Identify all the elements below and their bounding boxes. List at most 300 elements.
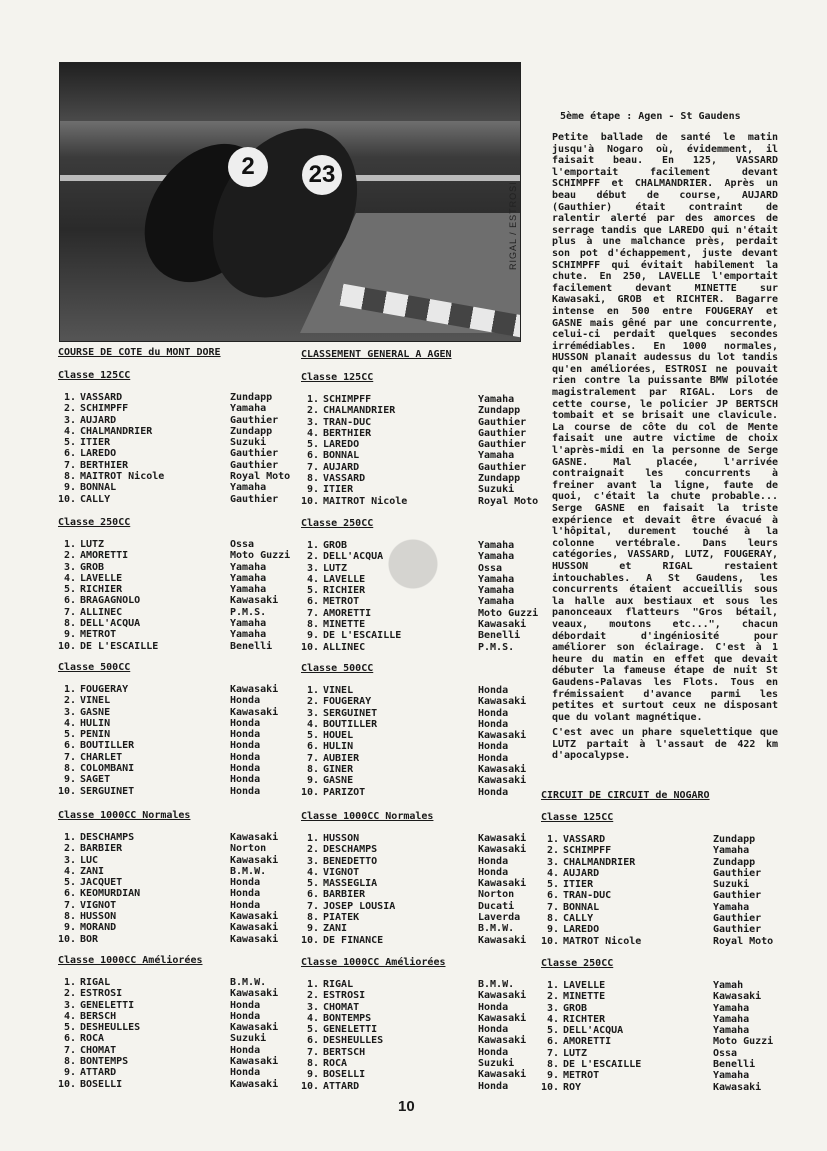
position: 2. — [306, 696, 319, 708]
manufacturer: Gauthier — [713, 913, 762, 925]
result-row — [54, 977, 278, 988]
position: 5. — [63, 584, 76, 596]
rider-name: DELL'ACQUA — [80, 618, 141, 630]
result-row — [297, 867, 526, 878]
rider-name: CHALMANDRIER — [323, 405, 396, 417]
position: 7. — [63, 606, 76, 618]
result-row — [54, 922, 278, 933]
result-row — [54, 832, 278, 843]
result-row — [54, 855, 278, 866]
manufacturer: Honda — [478, 1024, 509, 1036]
result-row — [537, 1003, 773, 1014]
manufacturer: Gauthier — [230, 448, 279, 460]
result-row — [297, 901, 526, 912]
manufacturer: Ossa — [713, 1047, 738, 1059]
manufacturer: Honda — [478, 855, 509, 867]
manufacturer: Kawasaki — [478, 1012, 527, 1024]
manufacturer: Honda — [230, 751, 261, 763]
position: 1. — [306, 979, 319, 990]
result-row — [54, 911, 278, 922]
rider-name: LUTZ — [80, 539, 105, 550]
manufacturer: Zundapp — [713, 856, 756, 868]
rider-name: ESTROSI — [323, 990, 366, 1002]
manufacturer: Honda — [230, 1067, 261, 1079]
stage-paragraph-1: Petite ballade de santé le matin jusqu'à Nogaro où, évidemment, il faisait beau. En 125, VASSARD l'emportait facilement devant SCHIMPFF et CHALMANDRIER. Après un beau début de course, AUJARD (Gauthier) était contraint de ralentir alerté par des amorces de serrage tandis que LAREDO qui n'était plus à une malchance près, perdait son pot d'échappement, juste devant SCHIMPFF qui évitait habilement la chute. En 250, LAVELLE l'emportait facilement devant MINETTE sur Kawasaki, GROB et RICHTER. Bagarre intense en 500 entre FOUGERAY et GASNE mais gêné par une concurrente, celui-ci perdait quelques secondes irrémédiables. En 1000 normales, HUSSON planait audessus du lot tandis qu'en améliorées, ESTROSI ne pouvait rien contre la puissante BMW pilotée magistralement par RIGAL. Lors de cette course, le policier JP BERTSCH tombait et se brisait une clavicule. La course de côte du col de Mente faisait une autre victime de choix l'après-midi en la personne de Serge GASNE. Mal placée, l'arrivée contraignait les concurrents à freiner avant la ligne, faute de quoi, c'était la chute probable... Serge GASNE en faisait la triste expérience et devait être évacué à l'hôpital, durement touché à la colonne vertébrale. Dans leurs catégories, VASSARD, LUTZ, FOUGERAY, HUSSON et RIGAL restaient intouchables. A St Gaudens, les concurrents étaient accueillis sous la halle aux bestiaux et sous les panonceaux flatteurs "Gros bétail, veaux, moutons etc...", chacun débordait d'ingéniosité pour améliorer son éclairage. C'est à 1 heure du matin en effet que devait débuter la fameuse étape de nuit St Gaudens-Palavas les Flots. Tous en frémissaient d'avance parmi les petites et surtout ceux ne disposant que du volant magnétique. — [552, 132, 778, 723]
position: 8. — [63, 618, 76, 630]
class-results — [54, 539, 290, 652]
rider-name: SAGET — [80, 774, 111, 786]
result-row — [297, 484, 538, 495]
manufacturer: Suzuki — [230, 1033, 267, 1045]
position: 1. — [63, 977, 76, 988]
result-row — [537, 834, 773, 845]
position: 3. — [306, 562, 319, 574]
result-row — [297, 630, 538, 641]
result-row — [297, 405, 538, 416]
result-row — [54, 629, 290, 640]
result-row — [54, 740, 278, 751]
manufacturer: Honda — [230, 695, 261, 707]
result-row — [297, 619, 538, 630]
class-heading: Classe 1000CC Normales — [58, 810, 191, 821]
position: 4. — [306, 427, 319, 439]
result-row — [297, 608, 538, 619]
rider-name: FOUGERAY — [80, 684, 129, 695]
position: 7. — [546, 901, 559, 913]
rider-name: DE L'ESCAILLE — [563, 1059, 642, 1071]
rider-name: ROY — [563, 1081, 582, 1093]
result-row — [297, 1081, 526, 1092]
photo-trees — [60, 63, 520, 121]
class-results — [54, 684, 278, 797]
rider-name: ALLINEC — [323, 641, 366, 653]
manufacturer: Yamaha — [230, 403, 267, 415]
position: 10. — [57, 933, 76, 945]
result-row — [54, 752, 278, 763]
position: 1. — [306, 394, 319, 405]
result-row — [537, 902, 773, 913]
rider-name: CHALMANDRIER — [80, 425, 153, 437]
position: 8. — [63, 763, 76, 775]
rider-name: KEOMURDIAN — [80, 888, 141, 900]
rider-name: HUSSON — [323, 833, 360, 844]
result-row — [537, 1048, 773, 1059]
position: 9. — [306, 484, 319, 496]
result-row — [54, 641, 290, 652]
result-row — [54, 471, 290, 482]
manufacturer: Ossa — [230, 539, 255, 550]
position: 1. — [546, 980, 559, 991]
manufacturer: Honda — [230, 888, 261, 900]
rider-name: GENELETTI — [323, 1024, 378, 1036]
position: 9. — [63, 629, 76, 641]
rider-name: BRAGAGNOLO — [80, 595, 141, 607]
manufacturer: Benelli — [230, 640, 273, 652]
rider-name: GINER — [323, 764, 354, 776]
manufacturer: Royal Moto — [713, 935, 774, 947]
position: 7. — [306, 461, 319, 473]
rider-name: BERTSCH — [323, 1046, 366, 1058]
result-row — [54, 437, 290, 448]
rider-name: LAVELLE — [80, 572, 123, 584]
manufacturer: Kawasaki — [478, 730, 527, 742]
manufacturer: Norton — [478, 889, 515, 901]
position: 5. — [306, 878, 319, 890]
position: 5. — [306, 439, 319, 451]
rider-name: VASSARD — [323, 473, 366, 485]
manufacturer: Kawasaki — [478, 1069, 527, 1081]
result-row — [297, 1024, 526, 1035]
manufacturer: Kawasaki — [478, 1035, 527, 1047]
position: 2. — [546, 991, 559, 1003]
rider-name: AMORETTI — [80, 550, 129, 562]
position: 10. — [300, 1080, 319, 1092]
rider-name: BOSELLI — [80, 1078, 123, 1090]
manufacturer: Kawasaki — [230, 922, 279, 934]
manufacturer: Kawasaki — [478, 990, 527, 1002]
result-row — [537, 936, 773, 947]
results-title: COURSE DE COTE du MONT DORE — [58, 347, 221, 358]
rider-name: CHOMAT — [323, 1001, 360, 1013]
result-row — [537, 924, 773, 935]
rider-name: CALLY — [563, 913, 594, 925]
rider-name: BONTEMPS — [323, 1012, 372, 1024]
position: 2. — [546, 845, 559, 857]
manufacturer: Honda — [230, 999, 261, 1011]
rider-name: GENELETTI — [80, 999, 135, 1011]
manufacturer: Suzuki — [713, 879, 750, 891]
position: 7. — [306, 607, 319, 619]
result-row — [297, 923, 526, 934]
position: 3. — [63, 561, 76, 573]
rider-name: VASSARD — [563, 834, 606, 845]
manufacturer: Honda — [478, 718, 509, 730]
manufacturer: Honda — [230, 717, 261, 729]
position: 3. — [306, 855, 319, 867]
position: 4. — [306, 866, 319, 878]
manufacturer: Kawasaki — [478, 844, 527, 856]
rider-name: RIGAL — [323, 979, 354, 990]
rider-name: ROCA — [323, 1058, 348, 1070]
position: 7. — [63, 459, 76, 471]
position: 1. — [306, 540, 319, 551]
result-row — [54, 786, 278, 797]
rider-name: BENEDETTO — [323, 855, 378, 867]
position: 10. — [57, 1078, 76, 1090]
rider-name: JACQUET — [80, 877, 123, 889]
position: 2. — [63, 988, 76, 1000]
position: 10. — [300, 786, 319, 798]
result-row — [54, 1079, 278, 1090]
position: 10. — [57, 493, 76, 505]
rider-name: RICHTER — [563, 1013, 606, 1025]
class-heading: Classe 125CC — [58, 370, 131, 381]
position: 7. — [63, 1044, 76, 1056]
rider-name: GASNE — [323, 775, 354, 787]
manufacturer: Zundapp — [230, 392, 273, 403]
result-row — [537, 1070, 773, 1081]
rider-name: RICHIER — [323, 585, 366, 597]
manufacturer: Honda — [478, 866, 509, 878]
result-row — [54, 392, 290, 403]
rider-name: AMORETTI — [563, 1036, 612, 1048]
result-row — [54, 403, 290, 414]
result-row — [54, 729, 278, 740]
result-row — [297, 450, 538, 461]
result-row — [54, 684, 278, 695]
manufacturer: Yamaha — [478, 394, 515, 405]
result-row — [54, 695, 278, 706]
manufacturer: Yamaha — [713, 1013, 750, 1025]
results-title: CIRCUIT DE CIRCUIT de NOGARO — [541, 790, 710, 801]
result-row — [54, 1045, 278, 1056]
position: 6. — [306, 1035, 319, 1047]
position: 5. — [546, 879, 559, 891]
manufacturer: Moto Guzzi — [230, 550, 291, 562]
stage-title: 5ème étape : Agen - St Gaudens — [560, 111, 741, 122]
result-row — [297, 1035, 526, 1046]
position: 6. — [63, 595, 76, 607]
rider-name: DE FINANCE — [323, 934, 384, 946]
manufacturer: Zundapp — [230, 425, 273, 437]
class-results — [297, 833, 526, 946]
position: 8. — [306, 619, 319, 631]
rider-name: LAVELLE — [323, 573, 366, 585]
position: 2. — [306, 551, 319, 563]
rider-name: ZANI — [80, 865, 105, 877]
position: 3. — [546, 856, 559, 868]
rider-name: AUJARD — [563, 867, 600, 879]
manufacturer: Kawasaki — [230, 854, 279, 866]
rider-name: VIGNOT — [80, 899, 117, 911]
class-heading: Classe 500CC — [58, 662, 131, 673]
manufacturer: Royal Moto — [478, 495, 539, 507]
photo-credit: RIGAL / ESTROSI — [508, 181, 518, 270]
result-row — [297, 990, 526, 1001]
manufacturer: Honda — [478, 707, 509, 719]
result-row — [297, 719, 526, 730]
result-row — [297, 935, 526, 946]
position: 2. — [306, 405, 319, 417]
rider-name: FOUGERAY — [323, 696, 372, 708]
manufacturer: Gauthier — [713, 867, 762, 879]
rider-name: METROT — [323, 596, 360, 608]
class-results — [537, 980, 773, 1093]
rider-name: LUTZ — [563, 1047, 588, 1059]
manufacturer: Moto Guzzi — [713, 1036, 774, 1048]
rider-name: AUJARD — [323, 461, 360, 473]
rider-name: CALLY — [80, 493, 111, 505]
position: 4. — [306, 718, 319, 730]
result-row — [54, 718, 278, 729]
position: 7. — [546, 1047, 559, 1059]
result-row — [54, 1022, 278, 1033]
manufacturer: Gauthier — [230, 493, 279, 505]
result-row — [297, 775, 526, 786]
result-row — [54, 595, 290, 606]
result-row — [537, 1059, 773, 1070]
position: 2. — [306, 844, 319, 856]
rider-name: BARBIER — [80, 843, 123, 855]
class-heading: Classe 250CC — [541, 958, 614, 969]
result-row — [54, 494, 290, 505]
rider-name: CHALMANDRIER — [563, 856, 636, 868]
position: 9. — [306, 775, 319, 787]
position: 10. — [300, 641, 319, 653]
result-row — [297, 563, 538, 574]
rider-name: SCHIMPFF — [323, 394, 372, 405]
rider-name: VASSARD — [80, 392, 123, 403]
position: 5. — [63, 877, 76, 889]
rider-name: LAREDO — [323, 439, 360, 451]
rider-name: METROT — [563, 1070, 600, 1082]
rider-name: ROCA — [80, 1033, 105, 1045]
result-row — [297, 1069, 526, 1080]
manufacturer: Honda — [478, 752, 509, 764]
manufacturer: Honda — [230, 877, 261, 889]
result-row — [297, 1058, 526, 1069]
result-row — [297, 979, 526, 990]
rider-name: MINETTE — [563, 991, 606, 1003]
manufacturer: Kawasaki — [478, 696, 527, 708]
result-row — [54, 877, 278, 888]
race-number-2: 2 — [228, 147, 268, 187]
race-photo — [59, 62, 521, 342]
result-row — [54, 618, 290, 629]
manufacturer: Yamaha — [478, 596, 515, 608]
manufacturer: Yamaha — [478, 450, 515, 462]
rider-name: AMORETTI — [323, 607, 372, 619]
rider-name: BONNAL — [80, 482, 117, 494]
manufacturer: Gauthier — [230, 459, 279, 471]
result-row — [297, 439, 538, 450]
manufacturer: Laverda — [478, 912, 521, 924]
result-row — [537, 1025, 773, 1036]
manufacturer: Honda — [230, 899, 261, 911]
rider-name: BOR — [80, 933, 99, 945]
manufacturer: Yamaha — [713, 1070, 750, 1082]
rider-name: DESHEULLES — [80, 1022, 141, 1034]
class-results — [537, 834, 773, 947]
manufacturer: Yamaha — [713, 1025, 750, 1037]
class-results — [297, 685, 526, 798]
position: 8. — [546, 913, 559, 925]
result-row — [297, 1002, 526, 1013]
manufacturer: Yamaha — [230, 482, 267, 494]
manufacturer: Gauthier — [713, 924, 762, 936]
position: 2. — [63, 695, 76, 707]
result-row — [54, 448, 290, 459]
manufacturer: Benelli — [478, 630, 521, 642]
result-row — [537, 868, 773, 879]
result-row — [297, 462, 538, 473]
result-row — [297, 540, 538, 551]
position: 7. — [306, 1046, 319, 1058]
manufacturer: Kawasaki — [230, 706, 279, 718]
position: 6. — [63, 740, 76, 752]
position: 9. — [546, 924, 559, 936]
result-row — [297, 708, 526, 719]
rider-name: ALLINEC — [80, 606, 123, 618]
manufacturer: Kawasaki — [478, 934, 527, 946]
position: 9. — [63, 922, 76, 934]
manufacturer: Honda — [230, 1044, 261, 1056]
position: 5. — [63, 437, 76, 449]
manufacturer: Honda — [478, 1046, 509, 1058]
rider-name: GASNE — [80, 706, 111, 718]
class-results — [297, 540, 538, 653]
manufacturer: Yamaha — [478, 551, 515, 563]
position: 4. — [63, 572, 76, 584]
rider-name: AUBIER — [323, 752, 360, 764]
result-row — [297, 642, 538, 653]
position: 10. — [300, 934, 319, 946]
rider-name: METROT — [80, 629, 117, 641]
manufacturer: Kawasaki — [230, 1056, 279, 1068]
result-row — [54, 539, 290, 550]
manufacturer: B.M.W. — [478, 979, 515, 990]
manufacturer: Honda — [478, 786, 509, 798]
position: 4. — [63, 1010, 76, 1022]
position: 2. — [63, 843, 76, 855]
result-row — [297, 1047, 526, 1058]
manufacturer: Honda — [230, 740, 261, 752]
position: 4. — [63, 425, 76, 437]
manufacturer: Gauthier — [478, 427, 527, 439]
position: 1. — [63, 832, 76, 843]
manufacturer: Benelli — [713, 1059, 756, 1071]
result-row — [54, 900, 278, 911]
manufacturer: Yamaha — [713, 1002, 750, 1014]
manufacturer: Yamaha — [478, 540, 515, 551]
position: 3. — [546, 1002, 559, 1014]
position: 6. — [306, 889, 319, 901]
position: 9. — [63, 482, 76, 494]
position: 5. — [306, 730, 319, 742]
manufacturer: Kawasaki — [230, 832, 279, 843]
manufacturer: Kawasaki — [230, 988, 279, 1000]
class-heading: Classe 1000CC Normales — [301, 811, 434, 822]
result-row — [54, 584, 290, 595]
manufacturer: Kawasaki — [230, 684, 279, 695]
position: 7. — [306, 752, 319, 764]
result-row — [297, 889, 526, 900]
position: 4. — [306, 1012, 319, 1024]
manufacturer: Honda — [478, 1080, 509, 1092]
result-row — [297, 496, 538, 507]
manufacturer: Honda — [230, 774, 261, 786]
manufacturer: Kawasaki — [478, 775, 527, 787]
result-row — [297, 753, 526, 764]
position: 7. — [306, 900, 319, 912]
result-row — [297, 844, 526, 855]
manufacturer: Yamaha — [230, 618, 267, 630]
manufacturer: Kawasaki — [230, 933, 279, 945]
rider-name: BOSELLI — [323, 1069, 366, 1081]
position: 9. — [546, 1070, 559, 1082]
rider-name: HULIN — [80, 717, 111, 729]
manufacturer: Suzuki — [478, 1058, 515, 1070]
rider-name: DE L'ESCAILLE — [80, 640, 159, 652]
position: 10. — [300, 495, 319, 507]
position: 5. — [306, 585, 319, 597]
rider-name: BOUTILLER — [80, 740, 135, 752]
race-number-23: 23 — [302, 155, 342, 195]
result-row — [54, 1011, 278, 1022]
result-row — [54, 482, 290, 493]
position: 9. — [63, 1067, 76, 1079]
manufacturer: Yamaha — [713, 845, 750, 857]
